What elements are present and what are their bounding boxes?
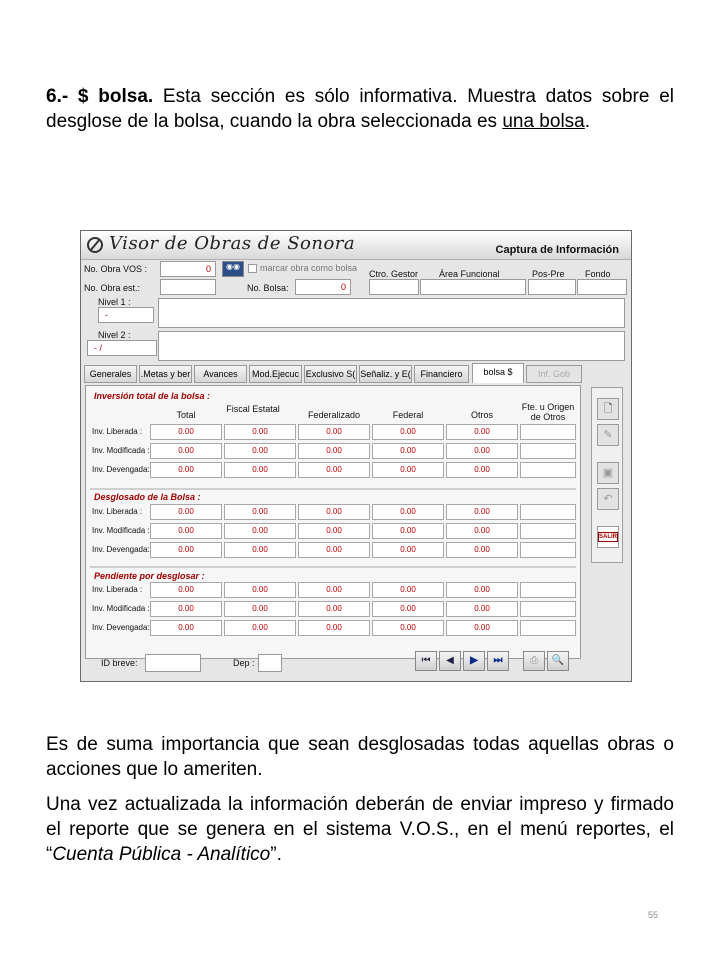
value-cell: 0.00 bbox=[150, 601, 222, 617]
id-breve-label: ID breve: bbox=[101, 658, 138, 668]
pos-pre-label: Pos-Pre bbox=[532, 269, 565, 279]
section-pendiente: Pendiente por desglosar : bbox=[94, 571, 205, 581]
value-cell: 0.00 bbox=[224, 542, 296, 558]
no-obra-vos-field[interactable]: 0 bbox=[160, 261, 216, 277]
para3-start: Una vez actualizada la información deberán de enviar impreso y firmado el reporte que se genera en el sistema V.O.S., en el menú reportes, el “ bbox=[46, 794, 674, 865]
value-cell: 0.00 bbox=[446, 542, 518, 558]
row-label: Inv. Liberada : bbox=[92, 507, 143, 516]
value-cell: 0.00 bbox=[446, 424, 518, 440]
app-window bbox=[80, 230, 632, 682]
value-cell: 0.00 bbox=[298, 542, 370, 558]
nivel2-label: Nivel 2 : bbox=[98, 330, 131, 340]
tab-metas[interactable]: .Metas y ber bbox=[139, 365, 192, 383]
value-cell: 0.00 bbox=[224, 582, 296, 598]
title-bar bbox=[81, 231, 631, 260]
value-cell: 0.00 bbox=[298, 601, 370, 617]
row-label: Inv. Liberada : bbox=[92, 585, 143, 594]
value-cell: 0.00 bbox=[372, 582, 444, 598]
fte-origen-cell bbox=[520, 601, 576, 617]
value-cell: 0.00 bbox=[372, 620, 444, 636]
row-label: Inv. Devengada: bbox=[92, 623, 150, 632]
row-label: Inv. Modificada : bbox=[92, 446, 150, 455]
page-number: 55 bbox=[648, 910, 659, 920]
app-logo-text: Visor de Obras de Sonora bbox=[109, 233, 356, 254]
nivel2-field[interactable]: - / bbox=[87, 340, 157, 356]
fte-origen-cell bbox=[520, 542, 576, 558]
next-icon[interactable]: ▶ bbox=[463, 651, 485, 671]
value-cell: 0.00 bbox=[150, 620, 222, 636]
intro-end: . bbox=[584, 111, 591, 132]
row-label: Inv. Devengada: bbox=[92, 465, 150, 474]
value-cell: 0.00 bbox=[446, 620, 518, 636]
exit-button[interactable] bbox=[597, 526, 619, 548]
save-icon[interactable]: ▣ bbox=[597, 462, 619, 484]
no-obra-est-label: No. Obra est.: bbox=[84, 283, 141, 293]
fte-origen-cell bbox=[520, 523, 576, 539]
value-cell: 0.00 bbox=[372, 523, 444, 539]
value-cell: 0.00 bbox=[446, 582, 518, 598]
dep-label: Dep : bbox=[233, 658, 255, 668]
no-obra-vos-label: No. Obra VOS : bbox=[84, 264, 148, 274]
value-cell: 0.00 bbox=[150, 504, 222, 520]
value-cell: 0.00 bbox=[224, 504, 296, 520]
nivel1-field[interactable]: - bbox=[98, 307, 154, 323]
logo-icon bbox=[87, 237, 103, 253]
preview-icon[interactable]: 🔍 bbox=[547, 651, 569, 671]
tab-bolsa[interactable]: bolsa $ bbox=[472, 363, 524, 383]
tab-financiero[interactable]: Financiero bbox=[414, 365, 469, 383]
value-cell: 0.00 bbox=[224, 462, 296, 478]
row-label: Inv. Devengada: bbox=[92, 545, 150, 554]
tab-generales[interactable]: Generales bbox=[84, 365, 137, 383]
row-label: Inv. Modificada : bbox=[92, 526, 150, 535]
value-cell: 0.00 bbox=[150, 462, 222, 478]
fondo-label: Fondo bbox=[585, 269, 611, 279]
undo-icon[interactable]: ↶ bbox=[597, 488, 619, 510]
new-doc-icon[interactable]: 🗋 bbox=[597, 398, 619, 420]
value-cell: 0.00 bbox=[372, 542, 444, 558]
value-cell: 0.00 bbox=[298, 504, 370, 520]
value-cell: 0.00 bbox=[224, 601, 296, 617]
header-federal: Federal bbox=[392, 410, 424, 420]
nivel1-description[interactable] bbox=[158, 298, 625, 328]
binoculars-icon[interactable]: ◉◉ bbox=[222, 261, 244, 277]
value-cell: 0.00 bbox=[372, 443, 444, 459]
intro-paragraph bbox=[46, 84, 674, 134]
tab-inf-gob[interactable]: Inf. Gob bbox=[526, 365, 582, 383]
value-cell: 0.00 bbox=[150, 523, 222, 539]
value-cell: 0.00 bbox=[150, 582, 222, 598]
value-cell: 0.00 bbox=[446, 462, 518, 478]
tab-avances[interactable]: Avances bbox=[194, 365, 247, 383]
ctro-gestor-field[interactable] bbox=[369, 279, 419, 295]
pos-pre-field[interactable] bbox=[528, 279, 576, 295]
marcar-bolsa-checkbox[interactable] bbox=[248, 264, 257, 273]
edit-icon[interactable]: ✎ bbox=[597, 424, 619, 446]
fte-origen-cell bbox=[520, 424, 576, 440]
value-cell: 0.00 bbox=[298, 462, 370, 478]
paragraph-2: Es de suma importancia que sean desglosadas todas aquellas obras o acciones que lo ameriten. bbox=[46, 734, 674, 780]
value-cell: 0.00 bbox=[446, 601, 518, 617]
value-cell: 0.00 bbox=[372, 424, 444, 440]
value-cell: 0.00 bbox=[298, 424, 370, 440]
header-fte-origen: Fte. u Origen de Otros bbox=[521, 402, 575, 422]
fte-origen-cell bbox=[520, 443, 576, 459]
nivel2-description[interactable] bbox=[158, 331, 625, 361]
no-bolsa-field[interactable]: 0 bbox=[295, 279, 351, 295]
value-cell: 0.00 bbox=[372, 504, 444, 520]
value-cell: 0.00 bbox=[150, 424, 222, 440]
section-heading: 6.- $ bolsa. bbox=[46, 86, 154, 107]
print-icon[interactable]: ⎙ bbox=[523, 651, 545, 671]
value-cell: 0.00 bbox=[224, 424, 296, 440]
value-cell: 0.00 bbox=[298, 582, 370, 598]
value-cell: 0.00 bbox=[224, 620, 296, 636]
tab-exclusivo[interactable]: Exclusivo S( bbox=[304, 365, 357, 383]
intro-text: Esta sección es sólo informativa. Muestra datos sobre el desglose de la bolsa, cuando la obra seleccionada es bbox=[46, 86, 674, 132]
section-inversion-total: Inversión total de la bolsa : bbox=[94, 391, 211, 401]
exit-icon: SALIR bbox=[599, 534, 617, 540]
area-funcional-field[interactable] bbox=[420, 279, 526, 295]
fte-origen-cell bbox=[520, 582, 576, 598]
intro-underlined: una bolsa bbox=[502, 111, 585, 132]
header-total: Total bbox=[176, 410, 196, 420]
value-cell: 0.00 bbox=[446, 443, 518, 459]
id-breve-field[interactable] bbox=[145, 654, 201, 672]
marcar-bolsa-label: marcar obra como bolsa bbox=[260, 263, 358, 273]
value-cell: 0.00 bbox=[372, 601, 444, 617]
paragraph-3 bbox=[46, 792, 674, 867]
value-cell: 0.00 bbox=[446, 523, 518, 539]
divider bbox=[90, 488, 576, 490]
section-desglosado: Desglosado de la Bolsa : bbox=[94, 492, 201, 502]
fte-origen-cell bbox=[520, 462, 576, 478]
first-icon[interactable]: ⏮ bbox=[415, 651, 437, 671]
last-icon[interactable]: ⏭ bbox=[487, 651, 509, 671]
side-toolbar bbox=[591, 387, 623, 563]
divider bbox=[90, 566, 576, 568]
no-bolsa-label: No. Bolsa: bbox=[247, 283, 289, 293]
header-fiscal-estatal: Fiscal Estatal bbox=[226, 404, 280, 414]
bolsa-panel bbox=[85, 385, 581, 659]
value-cell: 0.00 bbox=[224, 523, 296, 539]
area-funcional-label: Área Funcional bbox=[439, 269, 500, 279]
row-label: Inv. Liberada : bbox=[92, 427, 143, 436]
value-cell: 0.00 bbox=[298, 523, 370, 539]
fte-origen-cell bbox=[520, 620, 576, 636]
prev-icon[interactable]: ◀ bbox=[439, 651, 461, 671]
no-obra-est-field[interactable] bbox=[160, 279, 216, 295]
tab-mod-ejecuc[interactable]: Mod.Ejecuc bbox=[249, 365, 302, 383]
header-otros: Otros bbox=[470, 410, 493, 420]
ctro-gestor-label: Ctro. Gestor bbox=[369, 269, 419, 279]
dep-field[interactable] bbox=[258, 654, 282, 672]
fte-origen-cell bbox=[520, 504, 576, 520]
para3-end: ”. bbox=[270, 844, 282, 865]
fondo-field[interactable] bbox=[577, 279, 627, 295]
window-caption: Captura de Información bbox=[495, 244, 619, 256]
row-label: Inv. Modificada : bbox=[92, 604, 150, 613]
value-cell: 0.00 bbox=[298, 443, 370, 459]
value-cell: 0.00 bbox=[446, 504, 518, 520]
value-cell: 0.00 bbox=[224, 443, 296, 459]
value-cell: 0.00 bbox=[372, 462, 444, 478]
value-cell: 0.00 bbox=[298, 620, 370, 636]
value-cell: 0.00 bbox=[150, 542, 222, 558]
nivel1-label: Nivel 1 : bbox=[98, 297, 131, 307]
value-cell: 0.00 bbox=[150, 443, 222, 459]
para3-italic: Cuenta Pública - Analítico bbox=[52, 844, 271, 865]
tab-senaliz[interactable]: Señaliz. y E( bbox=[359, 365, 412, 383]
header-federalizado: Federalizado bbox=[307, 410, 361, 420]
